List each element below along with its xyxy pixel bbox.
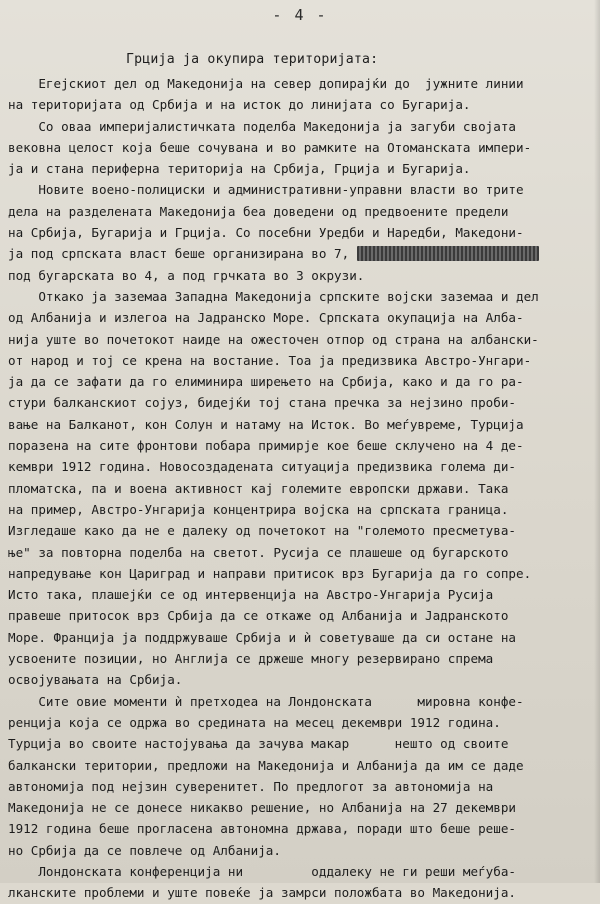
text-line: Македонија не се донесе никакво решение, но Албанија на 27 декември bbox=[8, 800, 516, 816]
text-line: напредување кон Цариград и направи притисок врз Бугарија да го сопре. bbox=[8, 565, 532, 581]
text-line: Сите овие моменти ѝ претходеа на Лондонската мировна конфе- bbox=[8, 693, 524, 709]
text-line: Исто така, плашејќи се од интервенција на Австро-Унгарија Русија bbox=[8, 587, 494, 603]
text-line: ње" за повторна поделба на светот. Русија се плашеше од бугарското bbox=[8, 544, 509, 560]
text-line: пломатска, па и воена активност кај големите европски држави. Така bbox=[8, 480, 509, 496]
section-heading: Грција ја окупира територијата: bbox=[126, 52, 379, 67]
text-line: освојувањата на Србија. bbox=[8, 672, 183, 688]
text-line: от народ и тој се крена на востание. Тоа ја предизвика Австро-Унгари- bbox=[8, 352, 532, 368]
text-line: Новите воено-полициски и административни-управни власти во трите bbox=[8, 182, 524, 198]
text-line: Турција во своите настојувања да зачува макар нешто од своите bbox=[8, 736, 509, 752]
text-line: автономија под нејзин суверенитет. По предлогот за автономија на bbox=[8, 778, 494, 794]
body-text bbox=[8, 73, 598, 904]
text-line: балкански територии, предложи на Македонија и Албанија да им се даде bbox=[8, 757, 524, 773]
text-line: стури балканскиот сојуз, бидејќи тој стана пречка за нејзино проби- bbox=[8, 395, 516, 411]
text-line: дела на разделената Македонија беа доведени од предвоените предели bbox=[8, 203, 509, 219]
text-line: ја да се зафати да го елиминира ширењето на Србија, како и да го ра- bbox=[8, 374, 524, 390]
text-line: 1912 година беше прогласена автономна држава, поради што беше реше- bbox=[8, 821, 516, 837]
typed-strikeout bbox=[357, 246, 539, 261]
text-line: Егејскиот дел од Македонија на север допирајќи до јужните линии bbox=[8, 76, 524, 91]
text-line: ја и стана периферна територија на Србија, Грција и Бугарија. bbox=[8, 161, 471, 177]
text-line-part: ја под српската власт беше организирана во 7, bbox=[8, 246, 357, 262]
text-line: Изгледаше како да не е далеку од почетокот на "големото пресметува- bbox=[8, 523, 516, 539]
text-line: на територијата од Србија и на исток до линијата со Бугарија. bbox=[8, 97, 471, 113]
text-line: усвоените позиции, но Англија се држеше многу резервирано спрема bbox=[8, 651, 494, 667]
text-line: кември 1912 година. Новосоздадената ситуација предизвика голема ди- bbox=[8, 459, 516, 475]
page-number: - 4 - bbox=[272, 6, 328, 24]
text-line: но Србија да се повлече од Албанија. bbox=[8, 842, 281, 858]
text-line: вање на Балканот, кон Солун и натаму на Исток. Во меѓувреме, Турција bbox=[8, 416, 524, 432]
text-line: под бугарската во 4, а под грчката во 3 окрузи. bbox=[8, 267, 365, 283]
text-line: од Албанија и излегоа на Јадранско Море. Српската окупација на Алба- bbox=[8, 310, 524, 326]
text-line: Лондонската конференција ни оддалеку не ги реши меѓуба- bbox=[8, 863, 516, 879]
text-line: Море. Франција ја поддржуваше Србија и ѝ советуваше да си остане на bbox=[8, 629, 516, 645]
text-line: ренција која се одржа во средината на месец декември 1912 година. bbox=[8, 714, 501, 730]
text-line: Со оваа империјалистичката поделба Македонија ја загуби својата bbox=[8, 118, 516, 134]
text-line: на пример, Австро-Унгарија концентрира војска на српската граница. bbox=[8, 501, 509, 517]
text-line: на Србија, Бугарија и Грција. Со посебни Уредби и Наредби, Македони- bbox=[8, 225, 524, 241]
text-line-with-strikeout bbox=[8, 243, 598, 264]
text-line: правеше притосок врз Србија да се откаже од Албанија и Јадранското bbox=[8, 608, 509, 624]
text-line: лканските проблеми и уште повеќе ја замрси положбата во Македонија. bbox=[8, 885, 516, 901]
text-line: Откако ја заземаа Западна Македонија српските војски заземаа и дел bbox=[8, 288, 539, 304]
text-line: поразена на сите фронтови побара примирје кое беше склучено на 4 де- bbox=[8, 438, 524, 454]
page-edge-shadow bbox=[594, 0, 600, 883]
text-line: вековна целост која беше сочувана и во рамките на Отоманската импери- bbox=[8, 139, 532, 155]
text-line: нија уште во почетокот наиде на ожесточен отпор од страна на албански- bbox=[8, 331, 539, 347]
